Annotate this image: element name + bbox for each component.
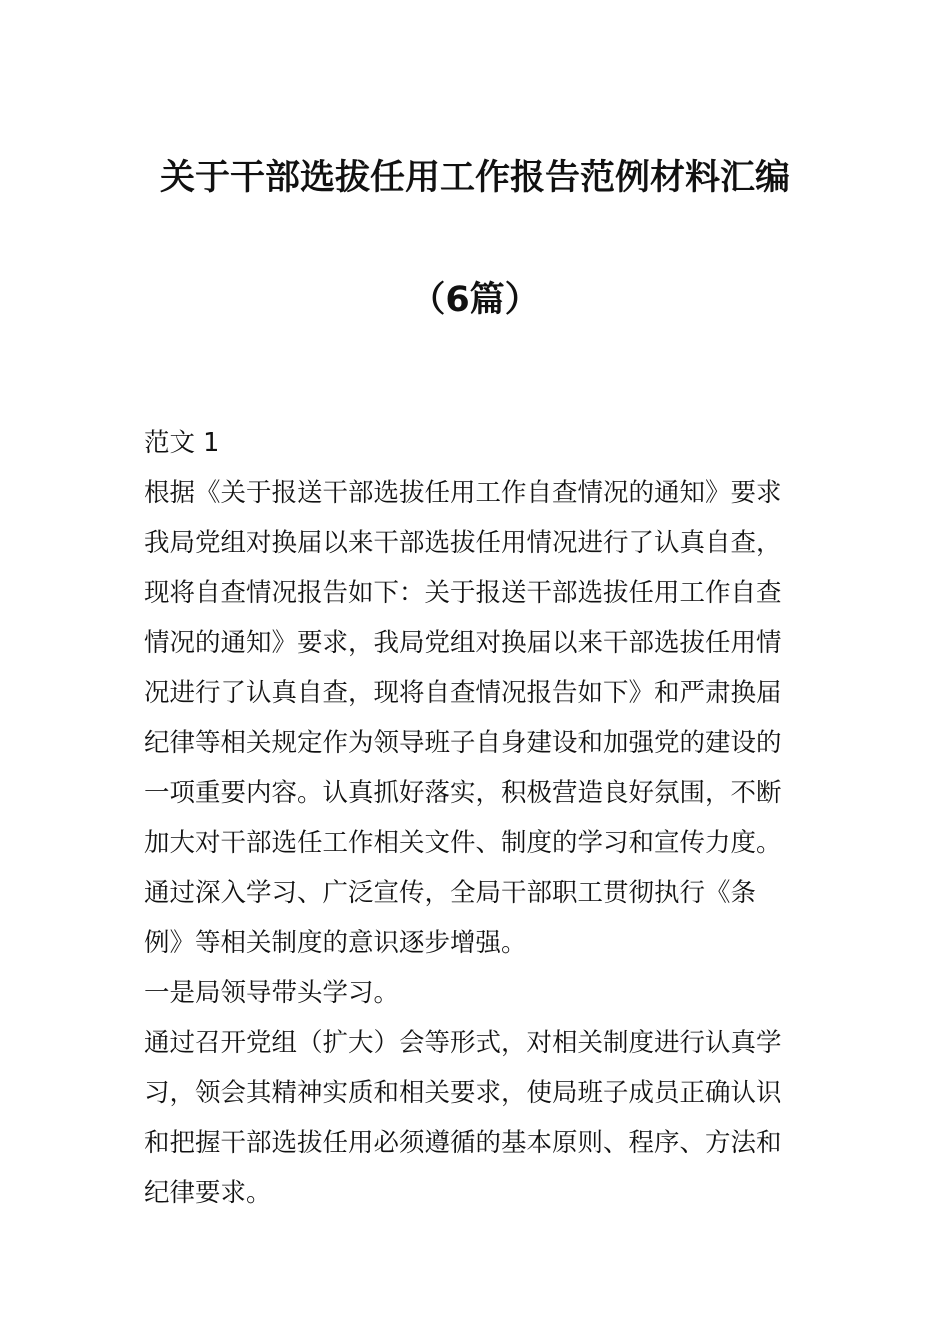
section-label: 范文 1 <box>144 428 220 458</box>
paragraph-line: 现将自查情况报告如下：关于报送干部选拔任用工作自查 <box>144 578 782 608</box>
paragraph-line: 和把握干部选拔任用必须遵循的基本原则、程序、方法和 <box>144 1128 782 1158</box>
paragraph-line: 纪律等相关规定作为领导班子自身建设和加强党的建设的 <box>144 728 782 758</box>
paragraph-line: 通过深入学习、广泛宣传，全局干部职工贯彻执行《条 <box>144 878 757 908</box>
paragraph-line: 一项重要内容。认真抓好落实，积极营造良好氛围，不断 <box>144 778 782 808</box>
paragraph-line: 况进行了认真自查，现将自查情况报告如下》和严肃换届 <box>144 678 782 708</box>
paragraph-line: 通过召开党组（扩大）会等形式，对相关制度进行认真学 <box>144 1028 782 1058</box>
paragraph-line: 我局党组对换届以来干部选拔任用情况进行了认真自查， <box>144 528 782 558</box>
paragraph-line: 纪律要求。 <box>144 1178 272 1208</box>
paragraph-line: 例》等相关制度的意识逐步增强。 <box>144 928 527 958</box>
paragraph-line: 习，领会其精神实质和相关要求，使局班子成员正确认识 <box>144 1078 782 1108</box>
document-subtitle: （6篇） <box>410 280 540 320</box>
section-heading: 一是局领导带头学习。 <box>144 978 400 1008</box>
document-body <box>144 418 806 1218</box>
paragraph-line: 根据《关于报送干部选拔任用工作自查情况的通知》要求 <box>144 478 782 508</box>
document-title: 关于干部选拔任用工作报告范例材料汇编 <box>159 158 790 198</box>
paragraph-line: 加大对干部选任工作相关文件、制度的学习和宣传力度。 <box>144 828 782 858</box>
paragraph-line: 情况的通知》要求，我局党组对换届以来干部选拔任用情 <box>144 628 782 658</box>
